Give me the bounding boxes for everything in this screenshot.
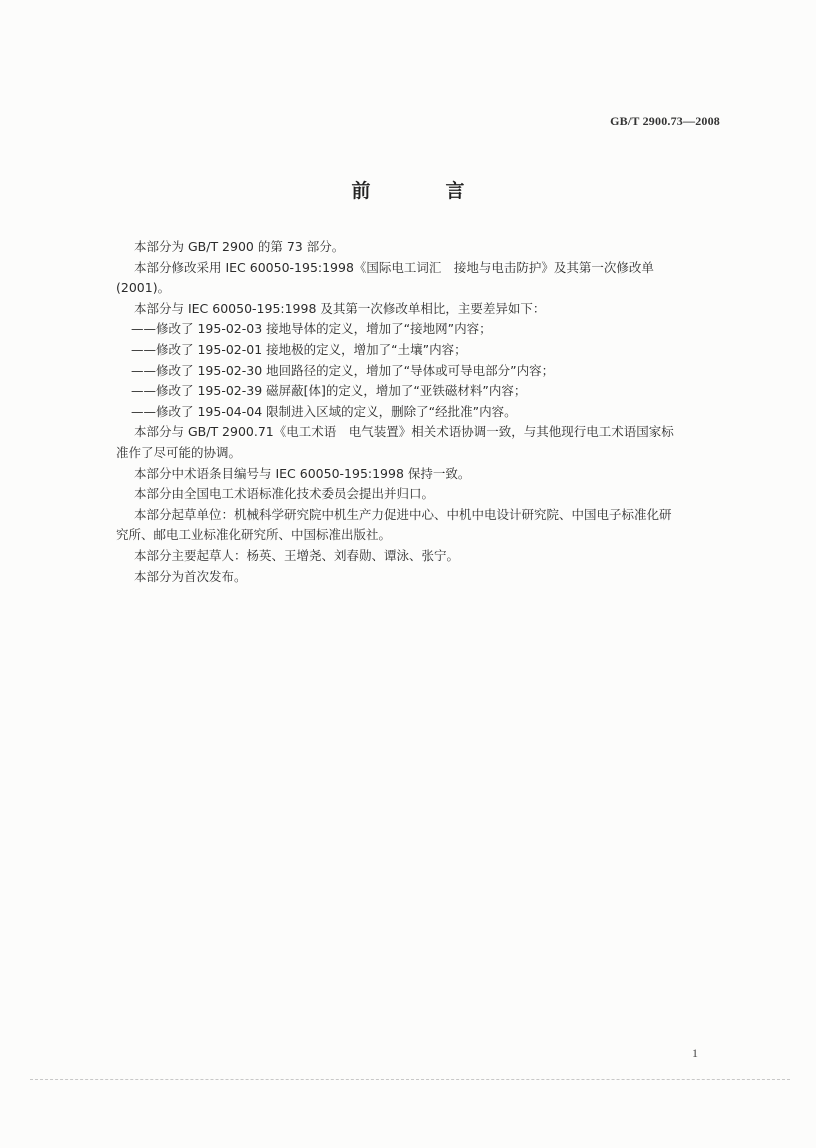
- list-item-difference: ——修改了 195-02-01 接地极的定义，增加了“土壤”内容；: [131, 341, 467, 357]
- paragraph-first-release: 本部分为首次发布。: [134, 568, 247, 584]
- list-item-difference: ——修改了 195-02-30 地回路径的定义，增加了“导体或可导电部分”内容；: [131, 362, 555, 378]
- paragraph-coordination-continued: 准作了尽可能的协调。: [116, 444, 242, 460]
- paragraph-coordination: 本部分与 GB/T 2900.71《电工术语 电气装置》相关术语协调一致，与其他现行电工术语国家标: [134, 424, 674, 440]
- scan-edge-divider: [30, 1079, 790, 1080]
- paragraph-adoption: 本部分修改采用 IEC 60050-195:1998《国际电工词汇 接地与电击防护》及其第一次修改单: [134, 259, 654, 275]
- standard-code: GB/T 2900.73—2008: [610, 114, 720, 128]
- paragraph-drafting-units-continued: 究所、邮电工业标准化研究所、中国标准出版社。: [116, 527, 392, 543]
- paragraph-differences-intro: 本部分与 IEC 60050-195:1998 及其第一次修改单相比，主要差异如下：: [134, 300, 546, 316]
- list-item-difference: ——修改了 195-04-04 限制进入区域的定义，删除了“经批准”内容。: [131, 403, 517, 419]
- foreword-body: [116, 237, 706, 587]
- paragraph-numbering: 本部分中术语条目编号与 IEC 60050-195:1998 保持一致。: [134, 465, 471, 481]
- paragraph-proposer: 本部分由全国电工术语标准化技术委员会提出并归口。: [134, 486, 435, 502]
- paragraph-drafting-units: 本部分起草单位：机械科学研究院中机生产力促进中心、中机中电设计研究院、中国电子标准化研: [134, 506, 672, 522]
- paragraph-adoption-continued: (2001)。: [116, 280, 171, 296]
- paragraph-part-number: 本部分为 GB/T 2900 的第 73 部分。: [134, 239, 345, 254]
- list-item-difference: ——修改了 195-02-03 接地导体的定义，增加了“接地网”内容；: [131, 321, 492, 337]
- list-item-difference: ——修改了 195-02-39 磁屏蔽[体]的定义，增加了“亚铁磁材料”内容；: [131, 383, 527, 399]
- paragraph-drafters: 本部分主要起草人：杨英、王增尧、刘春勋、谭泳、张宁。: [134, 547, 460, 563]
- page-title: 前 言: [351, 180, 493, 202]
- page-number: 1: [692, 1046, 698, 1060]
